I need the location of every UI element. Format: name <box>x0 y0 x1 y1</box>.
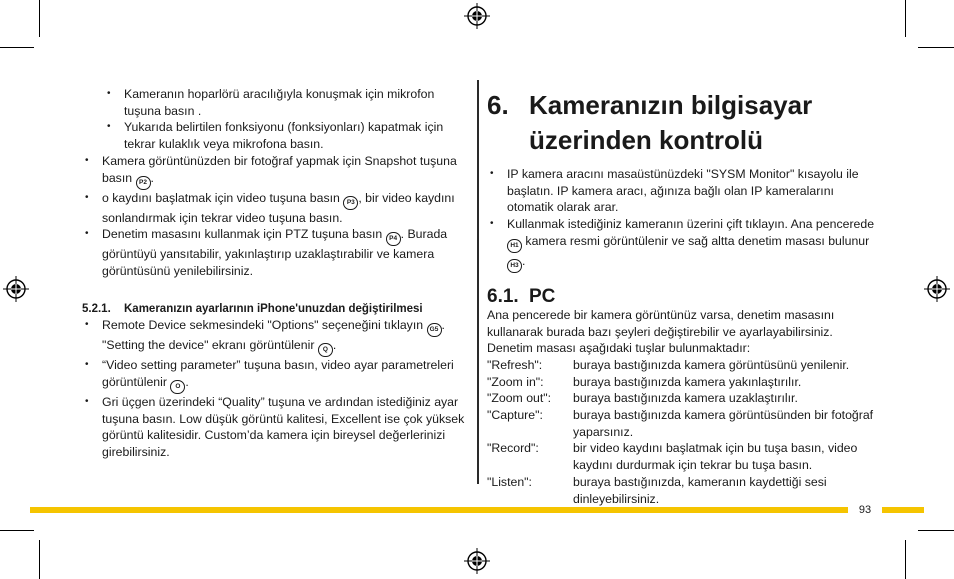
registration-mark-icon <box>3 276 29 302</box>
bullet-list <box>82 153 472 280</box>
list-item: • Kullanmak istediğiniz kameranın üzerini çift tıklayın. Ana pencerede H1 kamera resmi görüntülenir ve sağ altta denetim masası bulunur H3 . <box>487 216 877 273</box>
crop-mark <box>39 540 40 579</box>
crop-mark <box>0 47 34 48</box>
subsection-heading: 5.2.1. Kameranızın ayarlarının iPhone'unuzdan değiştirilmesi <box>82 302 423 315</box>
h3-icon: H3 <box>507 259 522 273</box>
left-column <box>82 86 472 461</box>
list-item: • Denetim masasını kullanmak için PTZ tuşuna basın P4 . Burada görüntüyü yansıtabilir, yakınlaştırıp uzaklaştırabilir ve kamera görüntüsünü yenilebilirsiniz. <box>82 226 472 279</box>
list-item: • “Video setting parameter” tuşuna basın, video ayar parametreleri görüntülenir O . <box>82 357 472 394</box>
registration-mark-icon <box>464 548 490 574</box>
crop-mark <box>918 530 954 531</box>
key-row: "Zoom out": buraya bastığınızda kamera uzaklaştırılır. <box>487 391 798 406</box>
list-item: • Kameranın hoparlörü aracılığıyla konuşmak için mikrofon tuşuna basın . <box>104 86 472 119</box>
column-divider <box>477 80 479 484</box>
section-heading: 6.1. PC <box>487 285 556 307</box>
list-item: • IP kamera aracını masaüstünüzdeki "SYSM Monitor" kısayolu ile başlatın. IP kamera aracı, ağınıza bağlı olan IP kameralarını otomatik olarak arar. <box>487 166 877 216</box>
crop-mark <box>918 47 954 48</box>
chapter-heading: 6. Kameranızın bilgisayar üzerinden kontrolü <box>487 90 813 155</box>
sub-bullet-list <box>82 86 472 153</box>
list-item: • Yukarıda belirtilen fonksiyonu (fonksiyonları) kapatmak için tekrar kulaklık veya mikrofona basın. <box>104 119 472 152</box>
page-number: 93 <box>850 503 880 517</box>
intro-paragraph: Ana pencerede bir kamera görüntünüz varsa, denetim masasını kullanarak burada bazı şeyleri değiştirebilir ve ayarlayabilirsiniz. Denetim masası aşağıdaki tuşlar bulunmaktadır: <box>487 307 835 356</box>
list-item: • Gri üçgen üzerindeki “Quality” tuşuna ve ardından istediğiniz ayar tuşuna basın. Low düşük görüntü kalitesi, Excellent ise çok yüksek görüntü kalitesidir. Custom’da kamera için bireysel değerlerinizi girebilirsiniz. <box>82 394 472 461</box>
p2-icon: P2 <box>136 176 151 190</box>
list-item: • o kaydını başlatmak için video tuşuna basın P3 , bir video kaydını sonlandırmak için tekrar video tuşuna basın. <box>82 190 472 227</box>
crop-mark <box>905 540 906 579</box>
o-icon: O <box>170 380 185 394</box>
footer-bar <box>882 507 924 513</box>
key-row: "Listen": buraya bastığınızda, kameranın kaydettiği sesi dinleyebilirsiniz. <box>487 474 827 506</box>
q-icon: Q <box>318 343 333 357</box>
key-row: "Record": bir video kaydını başlatmak için bu tuşa basın, video kaydını durdurmak için tekrar bu tuşa basın. <box>487 441 858 473</box>
h1-icon: H1 <box>507 239 522 253</box>
footer-bar <box>30 507 848 513</box>
key-row: "Capture": buraya bastığınızda kamera görüntüsünden bir fotoğraf yaparsınız. <box>487 408 874 439</box>
list-item: • Remote Device sekmesindeki "Options" seçeneğini tıklayın G5 . "Setting the device" ekranı görüntülenir Q . <box>82 317 472 357</box>
bullet-list <box>82 317 472 461</box>
key-row: "Refresh": buraya bastığınızda kamera görüntüsünü yenilenir. <box>487 357 850 372</box>
key-list <box>487 357 877 507</box>
registration-mark-icon <box>924 276 950 302</box>
p3-icon: P3 <box>343 196 358 210</box>
g5-icon: G5 <box>427 323 442 337</box>
bullet-list <box>487 166 877 273</box>
crop-mark <box>0 530 34 531</box>
crop-mark <box>39 0 40 37</box>
registration-mark-icon <box>464 3 490 29</box>
crop-mark <box>905 0 906 37</box>
p4-icon: P4 <box>386 232 401 246</box>
list-item: • Kamera görüntünüzden bir fotoğraf yapmak için Snapshot tuşuna basın P2 . <box>82 153 472 190</box>
right-column <box>487 86 877 507</box>
key-row: "Zoom in": buraya bastığınızda kamera yakınlaştırılır. <box>487 374 802 389</box>
